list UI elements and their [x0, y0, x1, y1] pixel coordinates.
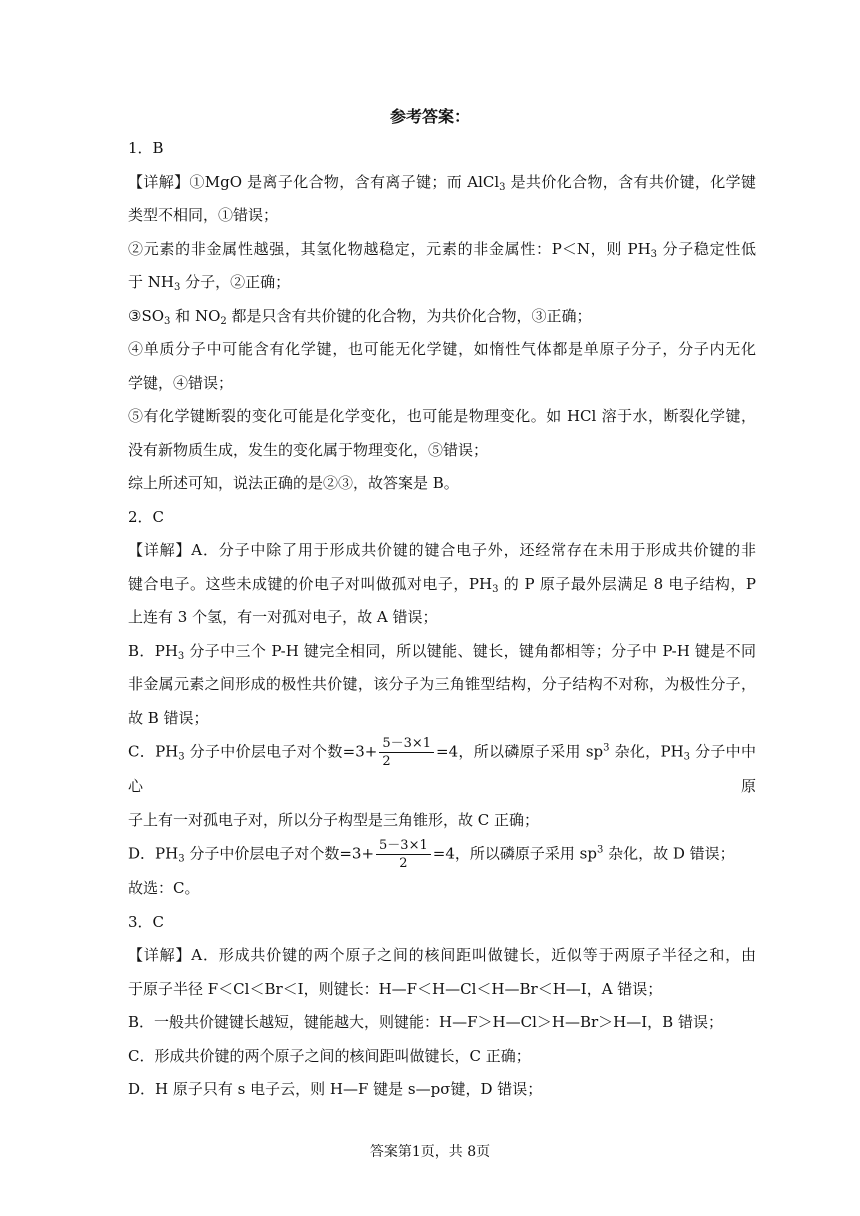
fraction: $\frac{5-3\times 1}{2}$ [376, 837, 431, 872]
q3-line: B．一般共价键键长越短，键能越大，则键能：H—F＞H—Cl＞H—Br＞H—I，B 错误； [128, 1013, 723, 1031]
q1-line: 没有新物质生成，发生的变化属于物理变化，⑤错误； [128, 440, 489, 459]
q2-line: C．$PH_3$ 分子中价层电子对个数=3+ $\frac{5-3\times 1}{2}$ =4，所以磷原子采用 $sp^3$ 杂化，$PH_3$ 分子中中心原 [128, 736, 756, 795]
q2-answer: 2．C [128, 507, 165, 526]
q1-line: 学键，④错误； [128, 373, 234, 392]
q2-line: 非金属元素之间形成的极性共价键，该分子为三角锥型结构，分子结构不对称，为极性分子， [128, 675, 756, 693]
q1-line: 综上所述可知，说法正确的是②③，故答案是 B。 [128, 474, 459, 492]
q3-line: C．形成共价键的两个原子之间的核间距叫做键长，C 正确； [128, 1046, 531, 1065]
q3-answer: 3．C [128, 912, 165, 931]
q1-line: $③SO_3$ 和 $NO_2$ 都是只含有共价键的化合物，为共价化合物，③正确； [128, 306, 592, 327]
q2-line: 子上有一对孤电子对，所以分子构型是三角锥形，故 C 正确； [128, 810, 540, 829]
q1-line: ④单质分子中可能含有化学键，也可能无化学键，如惰性气体都是单原子分子，分子内无化 [128, 340, 756, 358]
q1-line: 【详解】①MgO 是离子化合物，含有离子键；而 AlCl$_3$ 是共价化合物，含有共价键，化学键 [128, 172, 756, 193]
q1-line: ②元素的非金属性越强，其氢化物越稳定，元素的非金属性：P＜N，则 $PH_3$ 分子稳定性低 [128, 239, 756, 260]
answer-content [128, 132, 756, 1107]
q2-line: 故选：C。 [128, 879, 200, 897]
q2-line: B．$PH_3$ 分子中三个 P-H 键完全相同，所以键能、键长，键角都相等；分子中 P-H 键是不同 [128, 641, 756, 662]
q3-line: 【详解】A．形成共价键的两个原子之间的核间距叫做键长，近似等于两原子半径之和，由 [128, 946, 756, 964]
q1-answer: 1．B [128, 139, 164, 157]
q1-line: ⑤有化学键断裂的变化可能是化学变化，也可能是物理变化。如 HCl 溶于水，断裂化学键， [128, 407, 756, 425]
q1-line: 于 $NH_3$ 分子，②正确； [128, 273, 291, 293]
q2-line: 故 B 错误； [128, 708, 209, 727]
page-title: 参考答案： [389, 107, 470, 126]
q3-line: D．H 原子只有 s 电子云，则 H—F 键是 s—pσ键，D 错误； [128, 1080, 543, 1098]
page-footer: 答案第1页，共 8页 [369, 1144, 491, 1160]
q2-line: D．$PH_3$ 分子中价层电子对个数=3+ $\frac{5-3\times 1}{2}$ =4，所以磷原子采用 $sp^3$ 杂化，故 D 错误； [128, 838, 735, 871]
q1-line: 类型不相同，①错误； [128, 206, 279, 224]
fraction: $\frac{5-3\times 1}{2}$ [379, 735, 434, 770]
q2-line: 上连有 3 个氢，有一对孤对电子，故 A 错误； [128, 608, 438, 626]
q3-line: 于原子半径 F＜Cl＜Br＜I，则键长：H—F＜H—Cl＜H—Br＜H—I，A 错误； [128, 979, 663, 998]
q2-line: 【详解】A．分子中除了用于形成共价键的键合电子外，还经常存在未用于形成共价键的非 [128, 541, 756, 559]
q2-line: 键合电子。这些未成键的价电子对叫做孤对电子，$PH_3$ 的 P 原子最外层满足 8 电子结构，P [128, 574, 756, 595]
